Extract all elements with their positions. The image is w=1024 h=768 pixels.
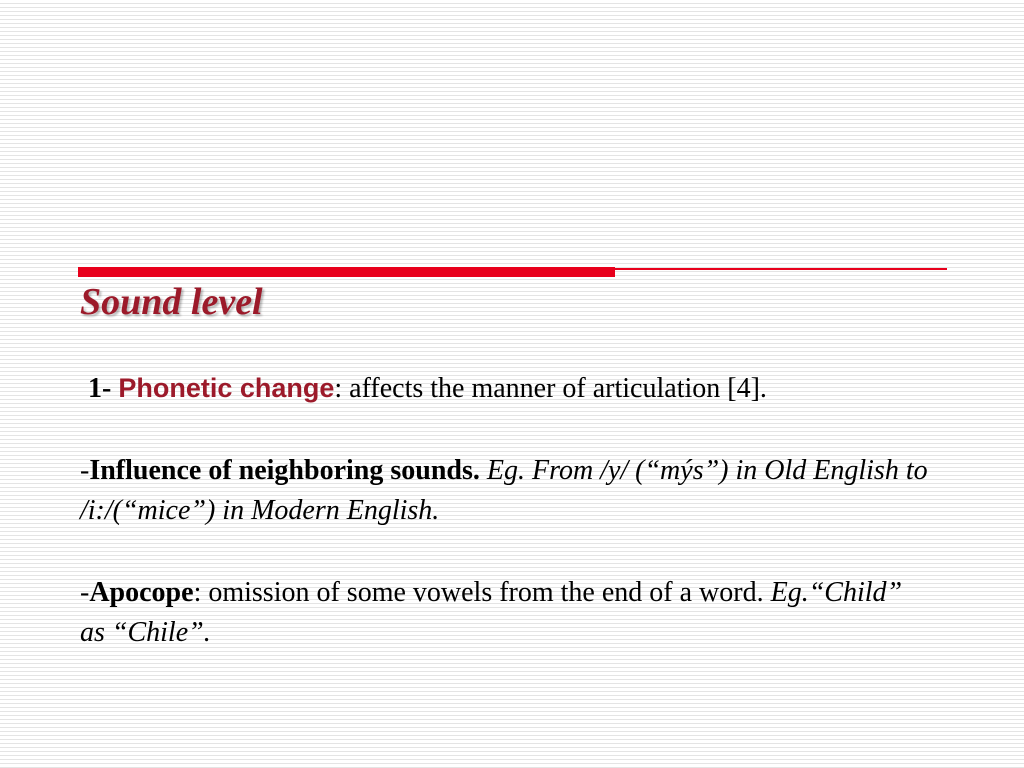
item-number: 1-	[88, 373, 112, 404]
spacer	[80, 409, 930, 451]
item-phonetic-change	[80, 368, 930, 409]
apocope-description: : omission of some vowels from the end of a word.	[193, 577, 764, 608]
term-neighboring-sounds: Influence of neighboring sounds.	[89, 455, 480, 486]
phonetic-change-description: : affects the manner of articulation [4].	[334, 373, 767, 404]
item-apocope	[80, 573, 930, 653]
item-neighboring-sounds	[80, 451, 930, 531]
bullet-dash: -	[80, 577, 90, 608]
term-phonetic-change: Phonetic change	[118, 373, 335, 403]
neighboring-sounds-example: Eg. From /y/ (“mýs”) in Old English to /i:/(“mice”) in Modern English.	[80, 455, 928, 526]
slide-title: Sound level	[80, 281, 263, 323]
title-rule-thick	[78, 267, 615, 277]
spacer	[80, 531, 930, 573]
apocope-example: Eg.“Child” as “Chile”.	[80, 577, 903, 648]
slide-body	[80, 368, 930, 653]
bullet-dash: -	[80, 455, 90, 486]
title-rule-thin	[615, 268, 947, 270]
term-apocope: Apocope	[89, 577, 194, 608]
